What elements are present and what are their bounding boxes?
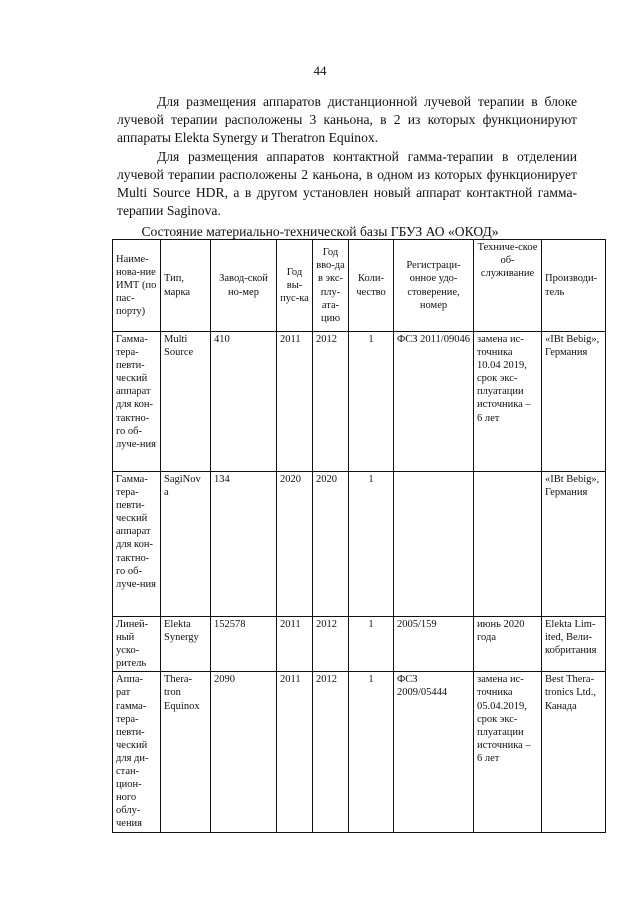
table-row <box>113 672 606 832</box>
paragraph-2: Для размещения аппаратов контактной гамма-терапии в отделении лучевой терапии расположены 2 каньона, в одном из которых функционирует Multi Source HDR, а в другом установлен новый аппарат контактной гамма-терапии Saginova. <box>117 149 577 218</box>
cell-registration <box>394 472 474 617</box>
cell-name: Аппа-рат гамма-тера-певти-ческий для ди-стан-цион-ного облу-чения <box>113 672 161 832</box>
cell-manufacturer: «IBt Bebig», Германия <box>542 332 606 472</box>
cell-type: SagiNov a <box>161 472 211 617</box>
cell-year-made: 2011 <box>277 672 313 832</box>
cell-year-started: 2012 <box>313 617 349 672</box>
equipment-table <box>112 239 606 833</box>
table-row <box>113 332 606 472</box>
paragraph-1: Для размещения аппаратов дистанционной лучевой терапии в блоке лучевой терапии расположены 3 каньона, в 2 из которых функционируют аппараты Elekta Synergy и Theratron Equinox. <box>117 94 577 145</box>
cell-year-made: 2011 <box>277 332 313 472</box>
cell-type: Multi Source <box>161 332 211 472</box>
cell-serial: 410 <box>211 332 277 472</box>
cell-type: Thera-tron Equinox <box>161 672 211 832</box>
cell-registration: 2005/159 <box>394 617 474 672</box>
header-year-made: Год вы-пус-ка <box>277 240 313 332</box>
header-manufacturer: Производи-тель <box>542 240 606 332</box>
header-serial: Завод-ской но-мер <box>211 240 277 332</box>
header-type: Тип, марка <box>161 240 211 332</box>
cell-quantity: 1 <box>349 472 394 617</box>
header-registration: Регистраци-онное удо-стоверение, номер <box>394 240 474 332</box>
cell-serial: 134 <box>211 472 277 617</box>
table-row <box>113 472 606 617</box>
cell-service: июнь 2020 года <box>474 617 542 672</box>
cell-serial: 2090 <box>211 672 277 832</box>
cell-registration: ФСЗ 2011/09046 <box>394 332 474 472</box>
cell-type: Elekta Synergy <box>161 617 211 672</box>
cell-name: Гамма-тера-певти-ческий аппарат для кон-тактно-го об-луче-ния <box>113 472 161 617</box>
cell-year-made: 2011 <box>277 617 313 672</box>
cell-serial: 152578 <box>211 617 277 672</box>
cell-quantity: 1 <box>349 672 394 832</box>
cell-manufacturer: Best Thera-tronics Ltd., Канада <box>542 672 606 832</box>
cell-quantity: 1 <box>349 332 394 472</box>
cell-name: Гамма-тера-певти-ческий аппарат для кон-тактно-го об-луче-ния <box>113 332 161 472</box>
header-service: Техниче-ское об-служивание <box>474 240 542 332</box>
cell-manufacturer: «IBt Bebig», Германия <box>542 472 606 617</box>
cell-service: замена ис-точника 05.04.2019, срок экс-плуатации источника – 6 лет <box>474 672 542 832</box>
header-year-started: Год вво-да в экс-плу-ата-цию <box>313 240 349 332</box>
cell-registration: ФСЗ 2009/05444 <box>394 672 474 832</box>
cell-year-started: 2020 <box>313 472 349 617</box>
table-row <box>113 617 606 672</box>
cell-name: Линей-ный уско-ритель <box>113 617 161 672</box>
cell-year-started: 2012 <box>313 332 349 472</box>
header-name: Наиме-нова-ние ИМТ (по пас-порту) <box>113 240 161 332</box>
cell-year-made: 2020 <box>277 472 313 617</box>
cell-manufacturer: Elekta Lim-ited, Вели-кобритания <box>542 617 606 672</box>
table-header-row <box>113 240 606 332</box>
cell-quantity: 1 <box>349 617 394 672</box>
cell-service <box>474 472 542 617</box>
cell-year-started: 2012 <box>313 672 349 832</box>
header-quantity: Коли-чество <box>349 240 394 332</box>
table-caption: Состояние материально-технической базы ГБУЗ АО «ОКОД» <box>141 224 499 239</box>
page-number: 44 <box>313 63 327 78</box>
cell-service: замена ис-точника 10.04 2019, срок экс-плуатации источника – 6 лет <box>474 332 542 472</box>
